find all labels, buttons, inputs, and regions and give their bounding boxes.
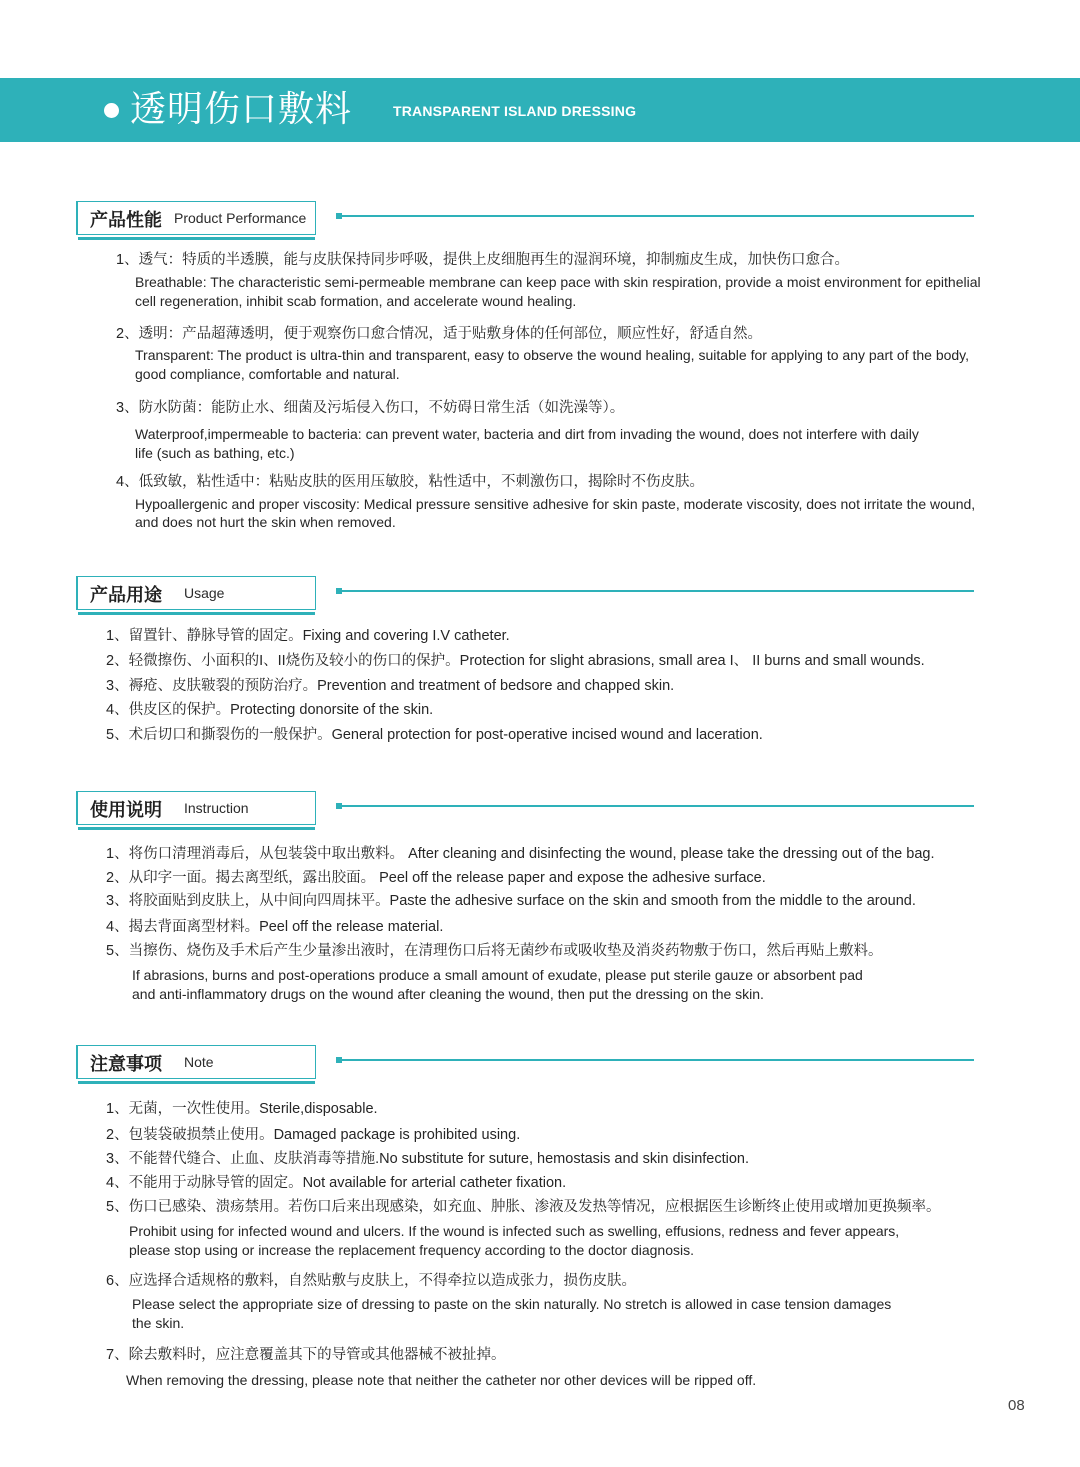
performance-item-3-cn: 3、防水防菌：能防止水、细菌及污垢侵入伤口，不妨碍日常生活（如洗澡等）。 bbox=[116, 400, 625, 416]
performance-item-4-cn: 4、低致敏，粘性适中：粘贴皮肤的医用压敏胶，粘性适中，不刺激伤口，揭除时不伤皮肤。 bbox=[116, 474, 705, 490]
heading-en: Note bbox=[184, 1054, 214, 1070]
note-item-5-en: Prohibit using for infected wound and ulcers. If the wound is infected such as swelling, effusions, redness and fever appears, bbox=[129, 1223, 900, 1239]
note-item-5-en: please stop using or increase the replacement frequency according to the doctor diagnosis. bbox=[129, 1242, 695, 1258]
instruction-item: 1、将伤口清理消毒后，从包装袋中取出敷料。 After cleaning and disinfecting the wound, please take the dressing out of the bag. bbox=[106, 846, 935, 862]
heading-en: Instruction bbox=[184, 800, 249, 816]
bullet-dot-icon bbox=[104, 103, 119, 118]
title-banner bbox=[0, 78, 1080, 142]
performance-item-1-en: cell regeneration, inhibit scab formation, and accelerate wound healing. bbox=[135, 293, 577, 309]
heading-cn: 产品性能 bbox=[90, 210, 162, 230]
heading-en: Usage bbox=[184, 585, 225, 601]
instruction-item: 5、当擦伤、烧伤及手术后产生少量渗出液时，在清理伤口后将无菌纱布或吸收垫及消炎药物敷于伤口，然后再贴上敷料。 bbox=[106, 943, 883, 959]
heading-cn: 注意事项 bbox=[90, 1054, 162, 1074]
usage-item: 5、术后切口和撕裂伤的一般保护。General protection for post-operative incised wound and laceration. bbox=[106, 727, 763, 743]
banner-title-cn: 透明伤口敷料 bbox=[130, 89, 353, 130]
heading-cn: 产品用途 bbox=[90, 585, 162, 605]
instruction-item-5-en: If abrasions, burns and post-operations produce a small amount of exudate, please put sterile gauze or absorbent pad bbox=[132, 967, 863, 983]
section-rule bbox=[336, 215, 974, 217]
note-item-7-en: When removing the dressing, please note that neither the catheter nor other devices will be ripped off. bbox=[126, 1372, 757, 1388]
performance-item-4-en: Hypoallergenic and proper viscosity: Medical pressure sensitive adhesive for skin paste, moderate viscosity, does not irritate the wound, bbox=[135, 496, 976, 512]
section-heading bbox=[76, 201, 316, 235]
note-item: 1、无菌，一次性使用。Sterile,disposable. bbox=[106, 1101, 378, 1117]
performance-item-2-en: Transparent: The product is ultra-thin and transparent, easy to observe the wound healing, suitable for applying to any part of the body, bbox=[135, 347, 970, 363]
usage-item: 2、轻微擦伤、小面积的I、II烧伤及较小的伤口的保护。Protection for slight abrasions, small area I、 II burns and small wounds. bbox=[106, 653, 925, 669]
heading-en: Product Performance bbox=[174, 210, 307, 226]
note-item-6-en: the skin. bbox=[132, 1315, 185, 1331]
usage-item: 3、褥疮、皮肤皲裂的预防治疗。Prevention and treatment of bedsore and chapped skin. bbox=[106, 678, 675, 694]
section-heading bbox=[76, 1045, 316, 1079]
performance-item-3-en: Waterproof,impermeable to bacteria: can prevent water, bacteria and dirt from invading the wound, does not interfere with daily bbox=[135, 426, 919, 442]
instruction-item: 3、将胶面贴到皮肤上，从中间向四周抹平。Paste the adhesive surface on the skin and smooth from the middle to the around. bbox=[106, 893, 916, 909]
usage-item: 4、供皮区的保护。Protecting donorsite of the skin. bbox=[106, 702, 434, 718]
note-item: 3、不能替代缝合、止血、皮肤消毒等措施.No substitute for suture, hemostasis and skin disinfection. bbox=[106, 1151, 750, 1167]
note-item: 6、应选择合适规格的敷料，自然贴敷与皮肤上，不得牵拉以造成张力，损伤皮肤。 bbox=[106, 1273, 637, 1289]
instruction-item: 2、从印字一面。揭去离型纸，露出胶面。 Peel off the release paper and expose the adhesive surface. bbox=[106, 870, 766, 886]
performance-item-1-cn: 1、透气：特质的半透膜，能与皮肤保持同步呼吸，提供上皮细胞再生的湿润环境，抑制痂皮生成，加快伤口愈合。 bbox=[116, 252, 850, 268]
performance-item-2-en: good compliance, comfortable and natural. bbox=[135, 366, 400, 382]
note-item: 2、包装袋破损禁止使用。Damaged package is prohibited using. bbox=[106, 1127, 521, 1143]
section-heading bbox=[76, 576, 316, 610]
performance-item-2-cn: 2、透明：产品超薄透明，便于观察伤口愈合情况，适于贴敷身体的任何部位，顺应性好，舒适自然。 bbox=[116, 326, 763, 342]
section-rule bbox=[336, 590, 974, 592]
page-number: 08 bbox=[1008, 1397, 1025, 1414]
instruction-item-5-en: and anti-inflammatory drugs on the wound after cleaning the wound, then put the dressing on the skin. bbox=[132, 986, 764, 1002]
performance-item-4-en: and does not hurt the skin when removed. bbox=[135, 514, 396, 530]
section-rule bbox=[336, 805, 974, 807]
note-item: 5、伤口已感染、溃疡禁用。若伤口后来出现感染，如充血、肿胀、渗液及发热等情况，应根据医生诊断终止使用或增加更换频率。 bbox=[106, 1199, 941, 1215]
performance-item-1-en: Breathable: The characteristic semi-permeable membrane can keep pace with skin respiration, provide a moist environment for epithelial bbox=[135, 274, 981, 290]
note-item: 4、不能用于动脉导管的固定。Not available for arterial catheter fixation. bbox=[106, 1175, 567, 1191]
heading-cn: 使用说明 bbox=[90, 800, 162, 820]
section-rule bbox=[336, 1059, 974, 1061]
instruction-item: 4、揭去背面离型材料。Peel off the release material. bbox=[106, 919, 444, 935]
note-item-6-en: Please select the appropriate size of dressing to paste on the skin naturally. No stretch is allowed in case tension damages bbox=[132, 1296, 892, 1312]
performance-item-3-en: life (such as bathing, etc.) bbox=[135, 445, 295, 461]
note-item: 7、除去敷料时，应注意覆盖其下的导管或其他器械不被扯掉。 bbox=[106, 1347, 506, 1363]
banner-title-en: TRANSPARENT ISLAND DRESSING bbox=[393, 103, 637, 119]
usage-item: 1、留置针、静脉导管的固定。Fixing and covering I.V catheter. bbox=[106, 628, 510, 644]
section-heading bbox=[76, 791, 316, 825]
